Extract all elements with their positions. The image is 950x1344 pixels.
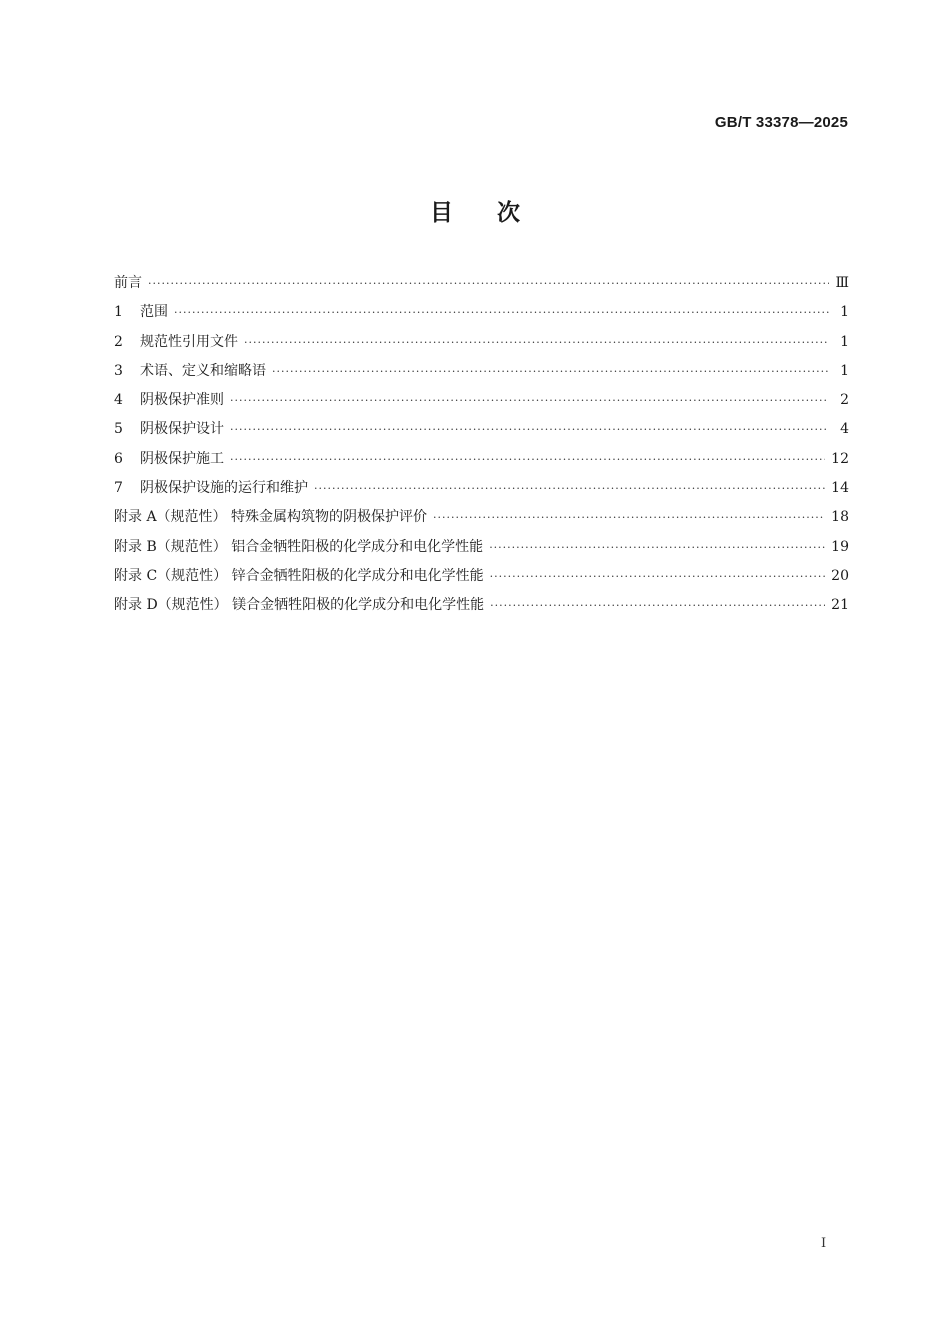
toc-entry-label bbox=[114, 474, 308, 503]
toc-entry-page: 1 bbox=[840, 304, 849, 321]
toc-entry-foreword[interactable] bbox=[114, 269, 849, 298]
toc-entry-page: 2 bbox=[840, 392, 849, 409]
toc-entry-annex-b[interactable] bbox=[114, 533, 849, 562]
toc-leader-dots bbox=[490, 591, 825, 620]
toc-entry-label: 前言 bbox=[114, 275, 142, 291]
toc-leader-dots bbox=[244, 328, 829, 357]
toc-entry-label: 附录 A（规范性） 特殊金属构筑物的阴极保护评价 bbox=[114, 509, 428, 526]
toc-entry-label: 附录 D（规范性） 镁合金牺牲阳极的化学成分和电化学性能 bbox=[114, 597, 485, 614]
toc-entry-title: 阴极保护准则 bbox=[140, 392, 224, 409]
toc-entry-label bbox=[114, 445, 224, 474]
toc-entry-number: 5 bbox=[114, 421, 123, 438]
page-title: 目次 bbox=[430, 200, 564, 226]
toc-leader-dots bbox=[433, 503, 825, 532]
toc-leader-dots bbox=[230, 445, 825, 474]
toc-leader-dots bbox=[148, 269, 829, 298]
toc-entry-page: 1 bbox=[840, 333, 849, 350]
toc-entry-7[interactable] bbox=[114, 474, 849, 503]
toc-entry-label bbox=[114, 386, 224, 415]
toc-entry-number: 1 bbox=[114, 304, 123, 321]
toc-entry-3[interactable] bbox=[114, 357, 849, 386]
table-of-contents bbox=[114, 269, 849, 621]
toc-entry-annex-d[interactable] bbox=[114, 591, 849, 620]
toc-entry-number: 2 bbox=[114, 333, 123, 350]
toc-entry-6[interactable] bbox=[114, 445, 849, 474]
toc-leader-dots bbox=[230, 386, 829, 415]
toc-entry-title: 阴极保护设计 bbox=[140, 421, 224, 438]
toc-entry-title: 范围 bbox=[140, 304, 168, 321]
toc-entry-title: 阴极保护施工 bbox=[140, 450, 224, 467]
toc-entry-page: 1 bbox=[840, 362, 849, 379]
toc-leader-dots bbox=[272, 357, 829, 386]
toc-entry-annex-c[interactable] bbox=[114, 562, 849, 591]
toc-entry-label: 附录 C（规范性） 锌合金牺牲阳极的化学成分和电化学性能 bbox=[114, 567, 484, 584]
toc-entry-2[interactable] bbox=[114, 328, 849, 357]
toc-entry-1[interactable] bbox=[114, 298, 849, 327]
toc-entry-page: 14 bbox=[831, 480, 849, 497]
page-number: Ⅰ bbox=[821, 1236, 827, 1251]
toc-entry-label bbox=[114, 357, 266, 386]
toc-entry-page: 12 bbox=[831, 450, 849, 467]
toc-entry-label: 附录 B（规范性） 铝合金牺牲阳极的化学成分和电化学性能 bbox=[114, 538, 484, 555]
toc-leader-dots bbox=[230, 415, 829, 444]
toc-entry-page: 4 bbox=[840, 421, 849, 438]
toc-entry-number: 3 bbox=[114, 362, 123, 379]
toc-entry-number: 4 bbox=[114, 392, 123, 409]
toc-entry-annex-a[interactable] bbox=[114, 503, 849, 532]
toc-entry-page: 19 bbox=[831, 538, 849, 555]
toc-entry-title: 阴极保护设施的运行和维护 bbox=[140, 480, 308, 497]
toc-entry-label bbox=[114, 298, 168, 327]
toc-entry-number: 7 bbox=[114, 480, 123, 497]
toc-entry-page: 18 bbox=[831, 509, 849, 526]
toc-entry-4[interactable] bbox=[114, 386, 849, 415]
toc-entry-5[interactable] bbox=[114, 415, 849, 444]
toc-leader-dots bbox=[314, 474, 825, 503]
toc-leader-dots bbox=[174, 298, 829, 327]
toc-entry-title: 规范性引用文件 bbox=[140, 333, 238, 350]
toc-leader-dots bbox=[490, 562, 826, 591]
toc-entry-label bbox=[114, 328, 238, 357]
toc-entry-number: 6 bbox=[114, 450, 123, 467]
toc-entry-title: 术语、定义和缩略语 bbox=[140, 362, 266, 379]
toc-entry-page: Ⅲ bbox=[835, 275, 849, 291]
toc-entry-label bbox=[114, 415, 224, 444]
toc-entry-page: 21 bbox=[831, 597, 849, 614]
toc-leader-dots bbox=[489, 533, 825, 562]
standard-number: GB/T 33378—2025 bbox=[714, 114, 848, 131]
toc-entry-page: 20 bbox=[831, 567, 849, 584]
